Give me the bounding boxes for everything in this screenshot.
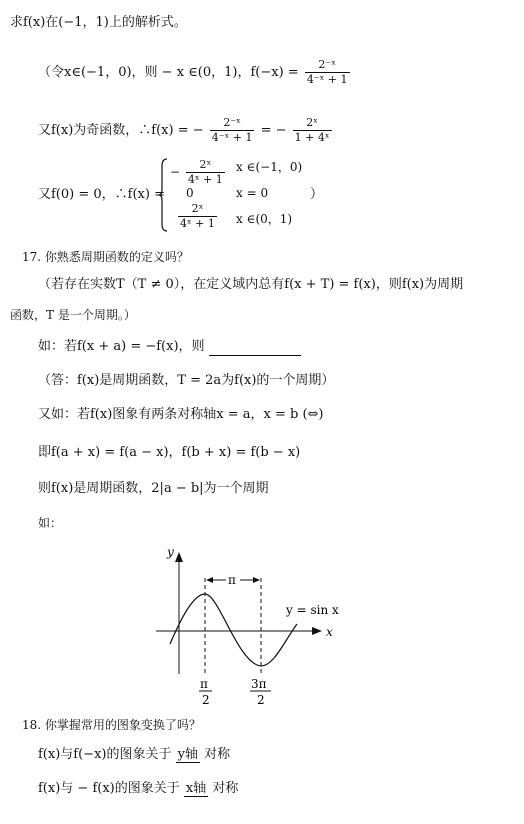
- period-arrow-right-head: [253, 577, 260, 583]
- transform-2: [38, 780, 238, 798]
- numerator: 2⁻ˣ: [210, 116, 255, 131]
- numerator: 2ˣ: [178, 202, 217, 217]
- period-label: π: [228, 573, 236, 587]
- question-18: 18. 你掌握常用的图象变换了吗？: [22, 718, 201, 732]
- tick-pi-half-num: π: [200, 677, 208, 691]
- line-2-text: （令x∈(−1，0)，则 − x ∈(0，1)，f(−x) =: [38, 65, 299, 80]
- piece-2-condition: x = 0: [236, 186, 269, 200]
- denominator: 1 + 4ˣ: [294, 131, 330, 144]
- transform-2-text: f(x)与 − f(x)的图象关于: [38, 781, 180, 796]
- line-1: 求f(x)在(−1，1)上的解析式。: [10, 15, 187, 30]
- answer-1: （答：f(x)是周期函数，T = 2a为f(x)的一个周期）: [38, 373, 335, 388]
- y-axis-label: y: [167, 545, 174, 559]
- tick-3pi-half-den: 2: [257, 693, 265, 707]
- example-1-text: 如：若f(x + a) = −f(x)，则: [38, 339, 205, 354]
- transform-1-end: 对称: [204, 747, 231, 762]
- minus-sign: −: [170, 165, 181, 179]
- tick-pi-half-den: 2: [202, 693, 210, 707]
- curve-label: y = sin x: [286, 603, 339, 617]
- piece-1-condition: x ∈(−1，0): [236, 160, 303, 174]
- equals-sign: = −: [260, 123, 287, 138]
- close-paren: ）: [310, 187, 324, 202]
- period-arrow-left-head: [206, 577, 213, 583]
- transform-1-text: f(x)与f(−x)的图象关于: [38, 747, 172, 762]
- denominator: 4⁻ˣ + 1: [306, 73, 348, 86]
- piece-2-value: 0: [186, 186, 194, 200]
- tick-3pi-half-num: 3π: [251, 677, 267, 691]
- transform-2-end: 对称: [212, 781, 239, 796]
- x-axis-label: x: [326, 625, 333, 639]
- x-axis-arrow: [312, 627, 322, 635]
- denominator: 4⁻ˣ + 1: [211, 131, 253, 144]
- numerator: 2ˣ: [293, 116, 332, 131]
- definition-line-1: （若存在实数T（T ≠ 0），在定义域内总有f(x + T) = f(x)，则f(x)为周期: [38, 277, 464, 292]
- example-2: 又如：若f(x)图象有两条对称轴x = a，x = b (⇔): [38, 407, 324, 422]
- denominator: 4ˣ + 1: [180, 217, 215, 230]
- line-3-text: 又f(x)为奇函数，∴f(x) = −: [38, 123, 204, 138]
- example-5: 如：: [38, 516, 63, 530]
- question-17: 17. 你熟悉周期函数的定义吗？: [22, 250, 189, 264]
- denominator: 4ˣ + 1: [187, 173, 223, 186]
- piece-3-condition: x ∈(0，1): [236, 212, 293, 226]
- numerator: 2ˣ: [186, 158, 225, 173]
- transform-2-fill: x轴: [185, 781, 207, 796]
- line-4: 又f(0) = 0，∴f(x) =: [38, 187, 165, 202]
- y-axis-arrow: [175, 552, 183, 562]
- example-3: 即f(a + x) = f(a − x)，f(b + x) = f(b − x): [38, 445, 301, 460]
- transform-1: [38, 746, 230, 764]
- sine-curve: [170, 594, 297, 666]
- definition-line-2: 函数，T 是一个周期。）: [10, 308, 136, 322]
- transform-1-fill: y轴: [177, 747, 198, 762]
- example-4: 则f(x)是周期函数，2|a − b|为一个周期: [38, 481, 269, 496]
- numerator: 2⁻ˣ: [305, 58, 350, 73]
